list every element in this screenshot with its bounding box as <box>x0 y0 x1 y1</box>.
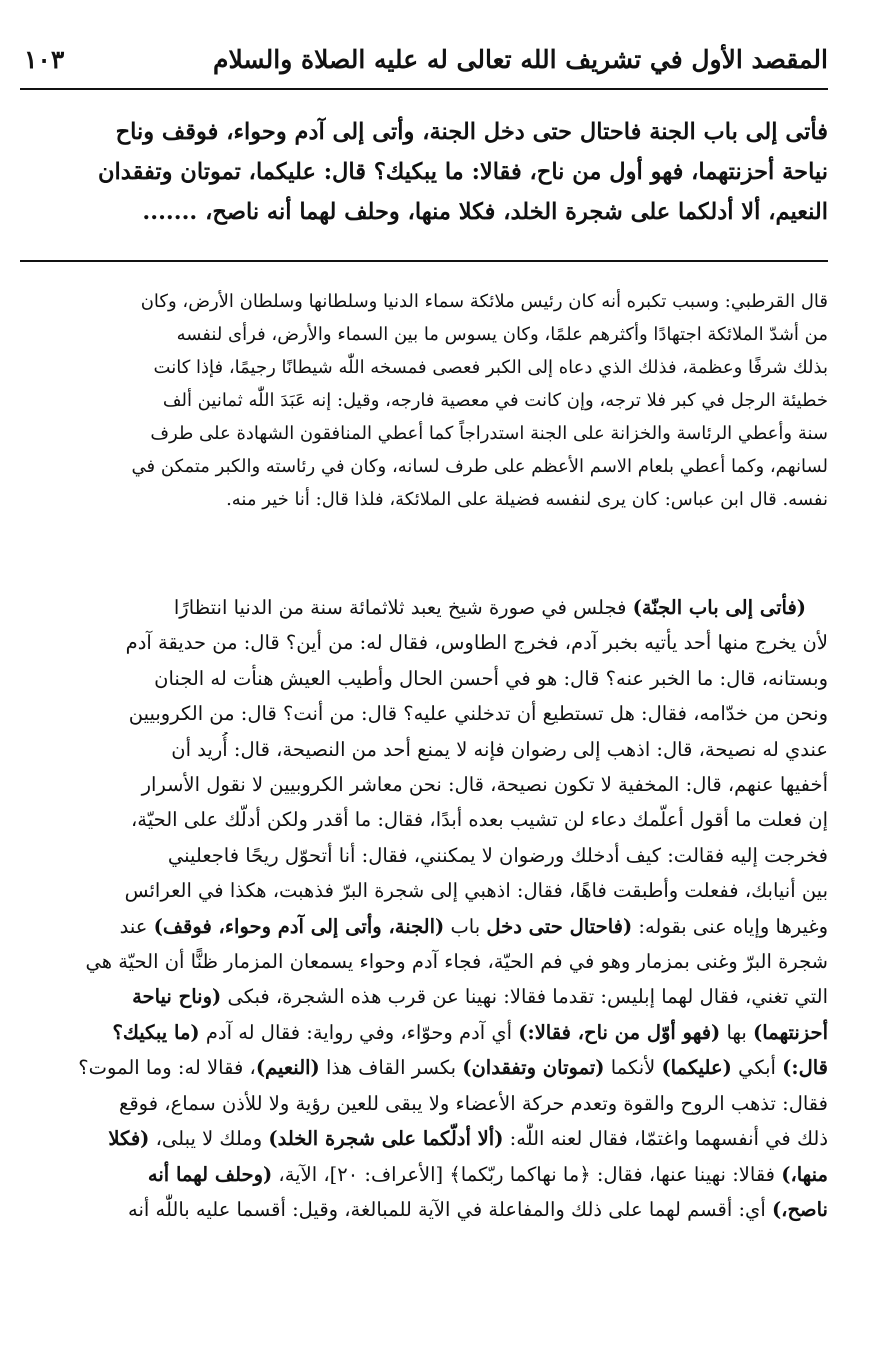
quoted-phrase: (ما يبكيك؟ <box>112 1020 200 1044</box>
quoted-phrase: (ألا أدلّكما على شجرة الخلد) <box>268 1127 504 1151</box>
body-line <box>20 1121 828 1156</box>
body-text-run: عند <box>119 914 154 938</box>
body-line <box>20 909 828 944</box>
quoted-phrase: (الجنة، وأتى إلى آدم وحواء، فوقف) <box>153 914 445 938</box>
commentary-line: نفسه. قال ابن عباس: كان يرى لنفسه فضيلة على الملائكة، فلذا قال: أنا خير منه. <box>226 489 828 510</box>
body-text-run: أي آدم وحوّاء، وفي رواية: فقال له آدم <box>199 1020 519 1044</box>
header-title: المقصد الأول في تشريف الله تعالى له عليه الصلاة والسلام <box>212 45 828 74</box>
hadith-line: النعيم، ألا أدلكما على شجرة الخلد، فكلا منها، وحلف لهما أنه ناصح، ....... <box>142 199 828 225</box>
running-header <box>20 40 828 80</box>
body-text-run: لأنكما <box>604 1056 662 1080</box>
explanation-body <box>20 590 828 1227</box>
body-line <box>20 590 828 625</box>
header-divider <box>20 88 828 90</box>
body-text-run: أبكي <box>731 1056 783 1080</box>
body-line: عندي له نصيحة، قال: اذهب إلى رضوان فإنه لا يمنع أحد من النصيحة، قال: أُريد أن <box>171 737 828 761</box>
body-line: بين أنيابك، ففعلت وأطبقت فاهًا، فقال: اذهبي إلى شجرة البرّ فذهبت، هكذا في العرائس <box>124 879 828 903</box>
quoted-phrase: (النعيم) <box>255 1056 320 1080</box>
hadith-line: فأتى إلى باب الجنة فاحتال حتى دخل الجنة، وأتى إلى آدم وحواء، فوقف وناح <box>115 119 828 145</box>
body-line: فقال: تذهب الروح والقوة وتعدم حركة الأعضاء ولا يبقى للعين رؤية ولا للأذن سماع، فوقع <box>118 1091 828 1115</box>
section-divider <box>20 260 828 262</box>
body-text-run: باب <box>444 914 487 938</box>
body-text-run: بكسر القاف هذا <box>319 1056 463 1080</box>
body-line <box>20 979 828 1014</box>
body-line: شجرة البرّ وغنى بمزمار وهو في فم الحيّة، فجاء آدم وحواء يسمعان المزمار ظنًّا أن الحيّة هي <box>85 950 828 974</box>
document-page <box>20 0 828 1359</box>
body-line <box>20 1192 828 1227</box>
body-line <box>20 1050 828 1085</box>
quoted-phrase: ناصح،) <box>771 1197 828 1221</box>
body-line: أخفيها عنهم، قال: المخفية لا تكون نصيحة، قال: نحن معاشر الكروبيين لا نقول الأسرار <box>141 773 828 797</box>
body-text-run: وغيرها وإياه عنى بقوله: <box>632 914 828 938</box>
body-line <box>20 1015 828 1050</box>
body-text-run: أي: أقسم لهما على ذلك والمفاعلة في الآية للمبالغة، وقيل: أقسما عليه باللّٰه أنه <box>128 1197 772 1221</box>
body-text-run: بها <box>720 1020 754 1044</box>
quoted-phrase: (فأتى إلى باب الجنّة) <box>632 596 806 619</box>
commentary-line: بذلك شرفًا وعظمة، فذلك الذي دعاه إلى الكبر فعصى فمسخه اللّٰه شيطانًا رجيمًا، فإذا كانت <box>153 357 828 378</box>
quoted-phrase: منها،) <box>781 1162 828 1186</box>
body-line: فخرجت إليه فقالت: كيف أدخلك ورضوان لا يمكنني، فقال: أنا أتحوّل ريحًا فاجعليني <box>167 843 828 867</box>
commentary-line: خطيئة الرجل في كبر فلا ترجه، وإن كانت في معصية فارجه، وقيل: إنه عَبَدَ اللّٰه ثمانين ألف <box>162 390 828 411</box>
commentary-line: من أشدّ الملائكة اجتهادًا وأكثرهم علمًا، وكان يسوس ما بين السماء والأرض، فرأى لنفسه <box>176 324 828 345</box>
body-text-run: ، فقالا له: وما الموت؟ <box>78 1056 256 1080</box>
body-text-run: وملك لا يبلى، <box>149 1127 269 1151</box>
quoted-phrase: (فهو أوّل من ناح، فقالا:) <box>518 1020 721 1044</box>
quoted-phrase: (فاحتال حتى دخل <box>486 914 633 938</box>
body-text-run: ذلك في أنفسهما واغتمّا، فقال لعنه اللّٰه: <box>503 1127 828 1151</box>
body-text-run: فقالا: نهينا عنها، فقال: ﴿ما نهاكما ربّكما﴾ [الأعراف: ٢٠]، الآية، <box>272 1162 782 1186</box>
page-number: ١٠٣ <box>24 45 65 74</box>
commentary-line: قال القرطبي: وسبب تكبره أنه كان رئيس ملائكة سماء الدنيا وسلطانها وسلطان الأرض، وكان <box>140 291 828 312</box>
hadith-text <box>20 112 828 232</box>
body-line <box>20 1157 828 1192</box>
commentary-line: لسانهم، وكما أعطي بلعام الاسم الأعظم على طرف لسانه، وكان في رئاسته والكبر متمكن في <box>131 456 828 477</box>
quoted-phrase: (وناح نياحة <box>132 985 222 1009</box>
body-line: وبستانه، قال: ما الخبر عنه؟ قال: هو في أحسن الحال وأطيب العيش هنأت له الجنان <box>154 666 828 690</box>
body-line: إن فعلت ما أقول أعلّمك دعاء لن تشيب بعده أبدًا، فقال: ما أقدر ولكن أدلّك على الحيّة، <box>131 808 828 832</box>
body-text-run: فجلس في صورة شيخ يعبد ثلاثمائة سنة من الدنيا انتظارًا <box>173 596 633 619</box>
quoted-phrase: (عليكما) <box>661 1056 732 1080</box>
body-line: ونحن من خدّامه، فقال: هل تستطيع أن تدخلني عليه؟ قال: من أنت؟ قال: من الكروبيين <box>128 702 828 726</box>
body-text-run: التي تغني، فقال لهما إبليس: تقدما فقالا: نهينا عن قرب هذه الشجرة، فبكى <box>221 985 828 1009</box>
commentary-line: سنة وأعطي الرئاسة والخزانة على الجنة استدراجاً كما أعطي المنافقون الشهادة على طرف <box>150 423 828 444</box>
quoted-phrase: (وحلف لهما أنه <box>147 1162 273 1186</box>
commentary-note <box>20 285 828 516</box>
quoted-phrase: أحزنتهما) <box>753 1020 828 1044</box>
body-line: لأن يخرج منها أحد يأتيه بخبر آدم، فخرج الطاوس، فقال له: من أين؟ قال: من حديقة آدم <box>125 631 828 655</box>
quoted-phrase: قال:) <box>782 1056 828 1080</box>
hadith-line: نياحة أحزنتهما، فهو أول من ناح، فقالا: ما يبكيك؟ قال: عليكما، تموتان وتفقدان <box>98 159 828 185</box>
quoted-phrase: (تموتان وتفقدان) <box>462 1056 605 1080</box>
quoted-phrase: (فكلا <box>108 1127 150 1151</box>
